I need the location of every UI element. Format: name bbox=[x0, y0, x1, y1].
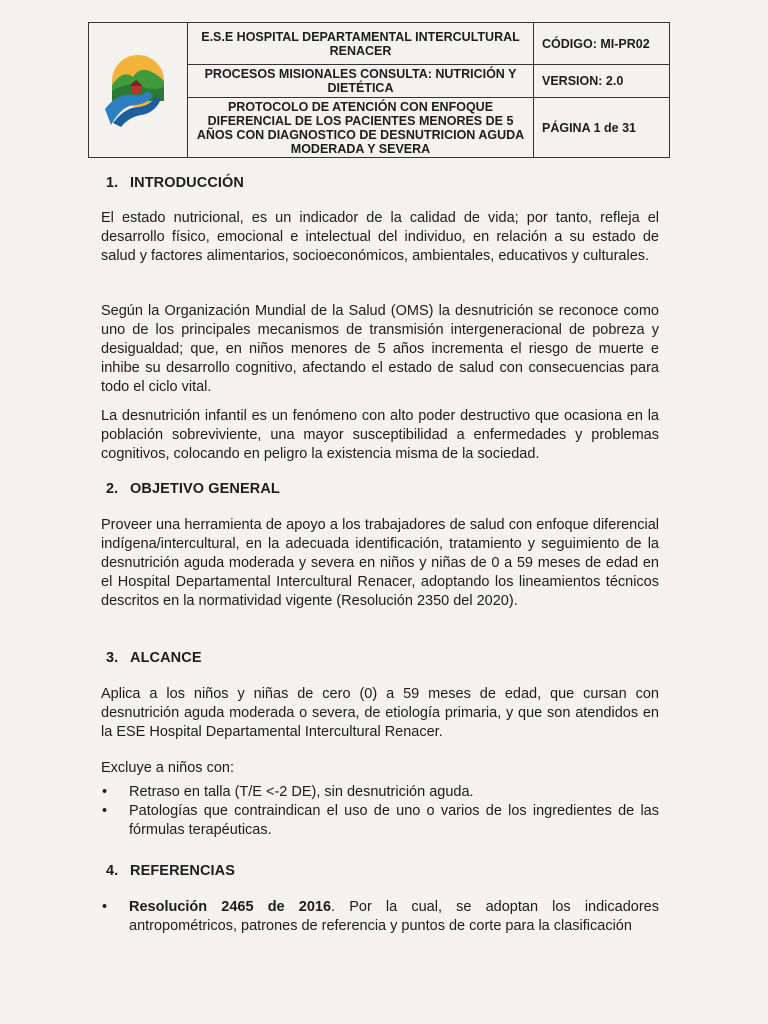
objective-paragraph: Proveer una herramienta de apoyo a los trabajadores de salud con enfoque diferencial indígena/intercultural, en la adecuada identificación, tratamiento y seguimiento de la desnutrición aguda moderada y severa en niños y niñas de 0 a 59 meses de edad en el Hospital Departamental Intercultural Renacer, adoptando los lineamientos técnicos descritos en la normatividad vigente (Resolución 2350 del 2020). bbox=[101, 517, 659, 609]
list-item-text: Patologías que contraindican el uso de uno o varios de los ingredientes de las fórmulas terapéuticas. bbox=[129, 803, 659, 838]
document-version: VERSION: 2.0 bbox=[542, 74, 624, 88]
list-item-text: Retraso en talla (T/E <-2 DE), sin desnutrición aguda. bbox=[129, 784, 474, 800]
hospital-logo-icon bbox=[103, 51, 173, 129]
section-heading-references bbox=[106, 863, 235, 879]
reference-item bbox=[101, 898, 659, 936]
intro-paragraph-1: El estado nutricional, es un indicador de la calidad de vida; por tanto, refleja el desarrollo físico, emocional e intelectual del individuo, en relación a su estado de salud y factores alimentarios, socioeconómicos, ambientales, educativos y culturales. bbox=[101, 210, 659, 264]
list-item bbox=[101, 783, 659, 802]
scope-paragraph-1: Aplica a los niños y niñas de cero (0) a 59 meses de edad, que cursan con desnutrición aguda moderada o severa, de etiología primaria, y que son atendidos en la ESE Hospital Departamental Intercultural Renacer. bbox=[101, 686, 659, 740]
section-title: INTRODUCCIÓN bbox=[130, 175, 244, 191]
list-item bbox=[101, 802, 659, 840]
protocol-title: PROTOCOLO DE ATENCIÓN CON ENFOQUE DIFERENCIAL DE LOS PACIENTES MENORES DE 5 AÑOS CON DIAGNOSTICO DE DESNUTRICION AGUDA MODERADA Y SEVERA bbox=[196, 99, 525, 156]
intro-paragraph-3: La desnutrición infantil es un fenómeno con alto poder destructivo que ocasiona en la población sobreviviente, una mayor susceptibilidad a enfermedades y problemas cognitivos, colocando en peligro la existencia misma de la sociedad. bbox=[101, 408, 659, 462]
logo-cell bbox=[89, 23, 188, 157]
reference-text: . Por la cual, se adoptan los indicadores antropométricos, patrones de referencia y puntos de corte para la clasificación bbox=[129, 899, 659, 934]
version-cell bbox=[534, 65, 669, 98]
section-number: 1. bbox=[106, 175, 119, 191]
org-name: E.S.E HOSPITAL DEPARTAMENTAL INTERCULTURAL RENACER bbox=[201, 29, 520, 58]
page-number-cell bbox=[534, 98, 669, 157]
intro-paragraph-2: Según la Organización Mundial de la Salud (OMS) la desnutrición se reconoce como uno de los principales mecanismos de transmisión intergeneracional de pobreza y desigualdad; que, en niños menores de 5 años incrementa el riesgo de muerte e inhibe su desarrollo cognitivo, afectando el estado de salud con consecuencias para todo el ciclo vital. bbox=[101, 303, 659, 395]
document-header-table bbox=[88, 22, 670, 158]
protocol-cell bbox=[188, 98, 534, 157]
section-heading-scope bbox=[106, 650, 202, 666]
section-heading-objective bbox=[106, 481, 280, 497]
section-heading-introduction bbox=[106, 175, 244, 191]
bullet-icon: • bbox=[102, 784, 108, 800]
section-title: REFERENCIAS bbox=[130, 863, 236, 879]
section-title: OBJETIVO GENERAL bbox=[130, 481, 280, 497]
document-code: CÓDIGO: MI-PR02 bbox=[542, 36, 650, 51]
process-cell bbox=[188, 65, 534, 98]
bullet-icon: • bbox=[102, 899, 108, 915]
scope-paragraph-2: Excluye a niños con: bbox=[101, 760, 234, 776]
section-number: 3. bbox=[106, 650, 119, 666]
code-cell bbox=[534, 23, 669, 65]
process-name: PROCESOS MISIONALES CONSULTA: NUTRICIÓN Y DIETÉTICA bbox=[204, 67, 517, 95]
section-title: ALCANCE bbox=[130, 650, 202, 666]
section-number: 2. bbox=[106, 481, 119, 497]
page-number: PÁGINA 1 de 31 bbox=[542, 120, 637, 135]
reference-title: Resolución 2465 de 2016 bbox=[129, 899, 332, 915]
section-number: 4. bbox=[106, 863, 119, 879]
org-name-cell bbox=[188, 23, 534, 65]
bullet-icon: • bbox=[102, 803, 108, 819]
